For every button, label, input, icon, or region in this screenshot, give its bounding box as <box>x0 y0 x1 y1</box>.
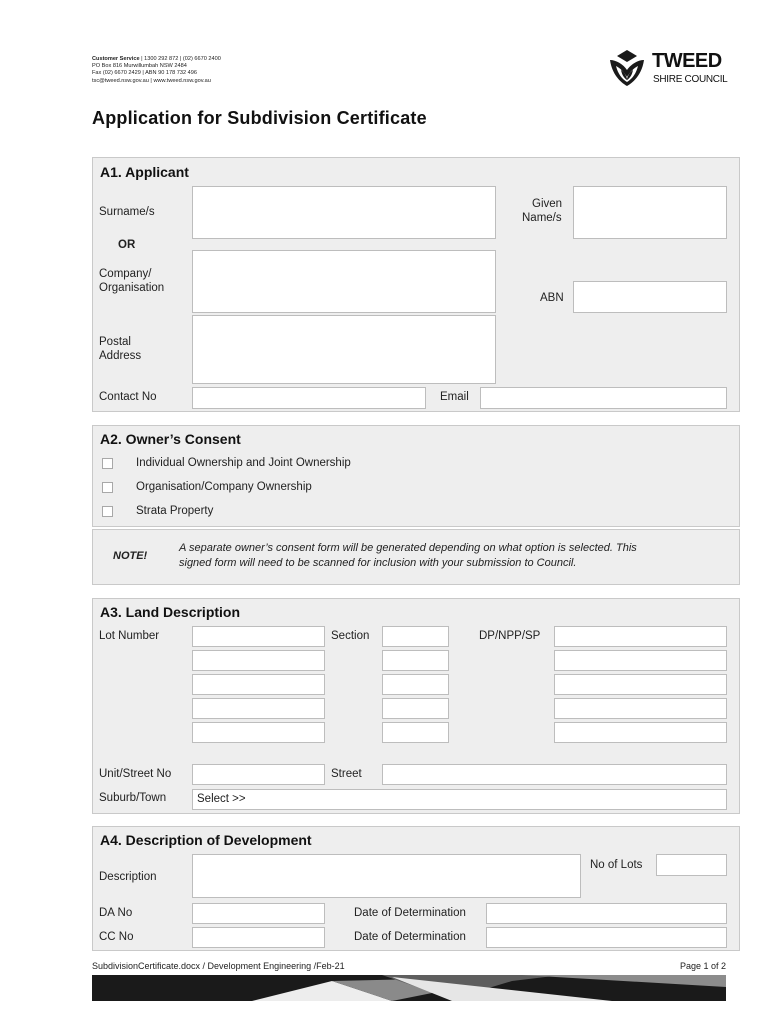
fax-abn: Fax (02) 6670 2429 | ABN 90 178 732 496 <box>92 70 198 77</box>
email-input[interactable] <box>480 387 727 409</box>
description-input[interactable] <box>192 854 581 898</box>
dp-input[interactable] <box>554 674 727 695</box>
council-logo <box>604 46 734 90</box>
footer-page-number: Page 1 of 2 <box>679 961 726 971</box>
logo-text-main: TWEED <box>652 50 722 72</box>
section-label: Section <box>331 630 370 642</box>
section-input[interactable] <box>382 698 449 719</box>
section-a1-applicant <box>92 157 740 412</box>
note-text-line1: A separate owner’s consent form will be generated depending on what option is selected. This <box>179 542 637 554</box>
section-a4-development <box>92 826 740 951</box>
company-label-line2: Organisation <box>99 282 165 294</box>
given-name-label-line2: Name/s <box>522 212 562 224</box>
abn-label: ABN <box>540 292 564 304</box>
cc-no-input[interactable] <box>192 927 325 948</box>
postal-box: PO Box 816 Murwillumbah NSW 2484 <box>92 63 187 70</box>
lot-number-input[interactable] <box>192 626 325 647</box>
email-web: tsc@tweed.nsw.gov.au | www.tweed.nsw.gov.au <box>92 77 211 84</box>
footer-decorative-band <box>92 975 726 1001</box>
note-text-line2: signed form will need to be scanned for inclusion with your submission to Council. <box>179 557 577 569</box>
phone-numbers: | 1300 292 872 | (02) 6670 2400 <box>139 56 221 62</box>
suburb-select[interactable] <box>192 789 727 810</box>
note-box <box>92 529 740 585</box>
given-name-input[interactable] <box>573 186 727 239</box>
logo-text-sub: SHIRE COUNCIL <box>653 74 728 85</box>
cc-date-label: Date of Determination <box>354 931 466 943</box>
section-a2-title: A2. Owner’s Consent <box>100 431 241 447</box>
section-input[interactable] <box>382 626 449 647</box>
page-title: Application for Subdivision Certificate <box>92 108 427 128</box>
section-a3-land-description <box>92 598 740 814</box>
suburb-label: Suburb/Town <box>99 792 167 804</box>
surname-input[interactable] <box>192 186 496 239</box>
checkbox-strata-property[interactable] <box>102 506 113 517</box>
dp-input[interactable] <box>554 650 727 671</box>
street-input[interactable] <box>382 764 727 785</box>
cc-date-input[interactable] <box>486 927 727 948</box>
surname-label: Surname/s <box>99 206 155 218</box>
option-individual-ownership: Individual Ownership and Joint Ownership <box>136 457 351 469</box>
section-input[interactable] <box>382 650 449 671</box>
dp-label: DP/NPP/SP <box>479 630 541 642</box>
description-label: Description <box>99 871 157 883</box>
postal-label-line2: Address <box>99 350 142 362</box>
dp-input[interactable] <box>554 698 727 719</box>
dp-input[interactable] <box>554 626 727 647</box>
section-a3-title: A3. Land Description <box>100 604 241 620</box>
section-a2-owners-consent <box>92 425 740 527</box>
lot-number-input[interactable] <box>192 698 325 719</box>
or-label: OR <box>118 239 136 251</box>
da-date-label: Date of Determination <box>354 907 466 919</box>
section-a1-title: A1. Applicant <box>100 164 189 180</box>
customer-service-label: Customer Service <box>92 56 140 62</box>
email-label: Email <box>440 391 469 403</box>
suburb-select-value: Select >> <box>197 793 246 805</box>
da-no-input[interactable] <box>192 903 325 924</box>
lot-number-input[interactable] <box>192 650 325 671</box>
no-of-lots-input[interactable] <box>656 854 727 876</box>
unit-street-no-input[interactable] <box>192 764 325 785</box>
checkbox-individual-ownership[interactable] <box>102 458 113 469</box>
da-no-label: DA No <box>99 907 133 919</box>
contact-no-label: Contact No <box>99 391 157 403</box>
unit-street-no-label: Unit/Street No <box>99 768 172 780</box>
tweed-leaf-logo-icon <box>606 46 648 88</box>
company-input[interactable] <box>192 250 496 313</box>
option-strata-property: Strata Property <box>136 505 214 517</box>
option-company-ownership: Organisation/Company Ownership <box>136 481 312 493</box>
lot-number-label: Lot Number <box>99 630 160 642</box>
cc-no-label: CC No <box>99 931 134 943</box>
no-of-lots-label: No of Lots <box>590 859 643 871</box>
given-name-label-line1: Given <box>532 198 563 210</box>
dp-input[interactable] <box>554 722 727 743</box>
contact-no-input[interactable] <box>192 387 426 409</box>
company-label-line1: Company/ <box>99 268 152 280</box>
lot-number-input[interactable] <box>192 674 325 695</box>
abn-input[interactable] <box>573 281 727 313</box>
street-label: Street <box>331 768 362 780</box>
section-input[interactable] <box>382 722 449 743</box>
checkbox-company-ownership[interactable] <box>102 482 113 493</box>
postal-label-line1: Postal <box>99 336 131 348</box>
section-a4-title: A4. Description of Development <box>100 832 312 848</box>
page-footer <box>92 961 726 971</box>
lot-number-input[interactable] <box>192 722 325 743</box>
da-date-input[interactable] <box>486 903 727 924</box>
section-input[interactable] <box>382 674 449 695</box>
postal-address-input[interactable] <box>192 315 496 384</box>
contact-block <box>92 56 221 85</box>
note-label: NOTE! <box>113 550 148 562</box>
footer-document-name: SubdivisionCertificate.docx / Development Engineering /Feb-21 <box>92 961 345 971</box>
